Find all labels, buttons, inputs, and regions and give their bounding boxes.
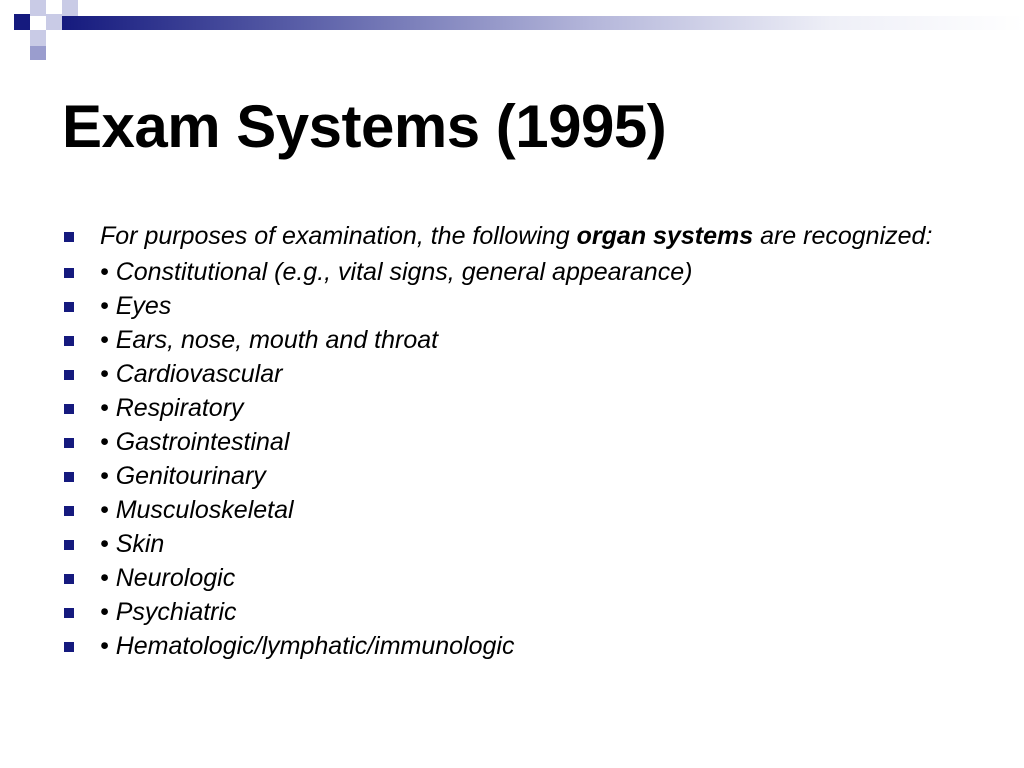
list-item-label: • Musculoskeletal [100, 496, 294, 524]
list-item [62, 292, 962, 320]
list-item-label: • Respiratory [100, 394, 244, 422]
square-bullet-icon [64, 268, 74, 278]
list-item-label: • Cardiovascular [100, 360, 283, 388]
intro-text-emphasis: organ systems [576, 222, 754, 250]
square-bullet-icon [64, 472, 74, 482]
list-item [62, 428, 962, 456]
list-item-label: • Ears, nose, mouth and throat [100, 326, 439, 354]
square-bullet-icon [64, 608, 74, 618]
list-item-label: • Psychiatric [100, 598, 237, 626]
square-bullet-icon [64, 404, 74, 414]
list-item-label: • Genitourinary [100, 462, 266, 490]
list-item [62, 258, 962, 286]
list-item-label: • Neurologic [100, 564, 236, 592]
square-bullet-icon [64, 438, 74, 448]
square-bullet-icon [64, 642, 74, 652]
square-bullet-icon [64, 302, 74, 312]
intro-text-before: For purposes of examination, the following [100, 222, 577, 250]
square-bullet-icon [64, 232, 74, 242]
list-item [62, 462, 962, 490]
bullet-list [62, 222, 962, 666]
decorative-square [30, 30, 46, 46]
list-item [62, 632, 962, 660]
square-bullet-icon [64, 574, 74, 584]
list-item-label: • Constitutional (e.g., vital signs, general appearance) [100, 258, 693, 286]
list-item [62, 496, 962, 524]
square-bullet-icon [64, 370, 74, 380]
square-bullet-icon [64, 506, 74, 516]
slide-title: Exam Systems (1995) [62, 93, 667, 160]
list-item [62, 326, 962, 354]
decorative-square [46, 14, 62, 30]
decorative-square [30, 0, 46, 16]
square-bullet-icon [64, 336, 74, 346]
square-bullet-icon [64, 540, 74, 550]
list-item-label: • Gastrointestinal [100, 428, 290, 456]
header-gradient-bar [62, 16, 1024, 30]
list-item-label: • Hematologic/lymphatic/immunologic [100, 632, 515, 660]
list-item [62, 360, 962, 388]
list-item [62, 564, 962, 592]
decorative-square [62, 0, 78, 16]
list-item-label: • Eyes [100, 292, 172, 320]
list-item [62, 394, 962, 422]
decorative-square [14, 14, 30, 30]
list-item-intro [62, 222, 962, 250]
list-item [62, 598, 962, 626]
list-item [62, 530, 962, 558]
intro-text-after: are recognized: [753, 222, 933, 250]
decorative-square [30, 46, 46, 60]
list-item-label: • Skin [100, 530, 165, 558]
